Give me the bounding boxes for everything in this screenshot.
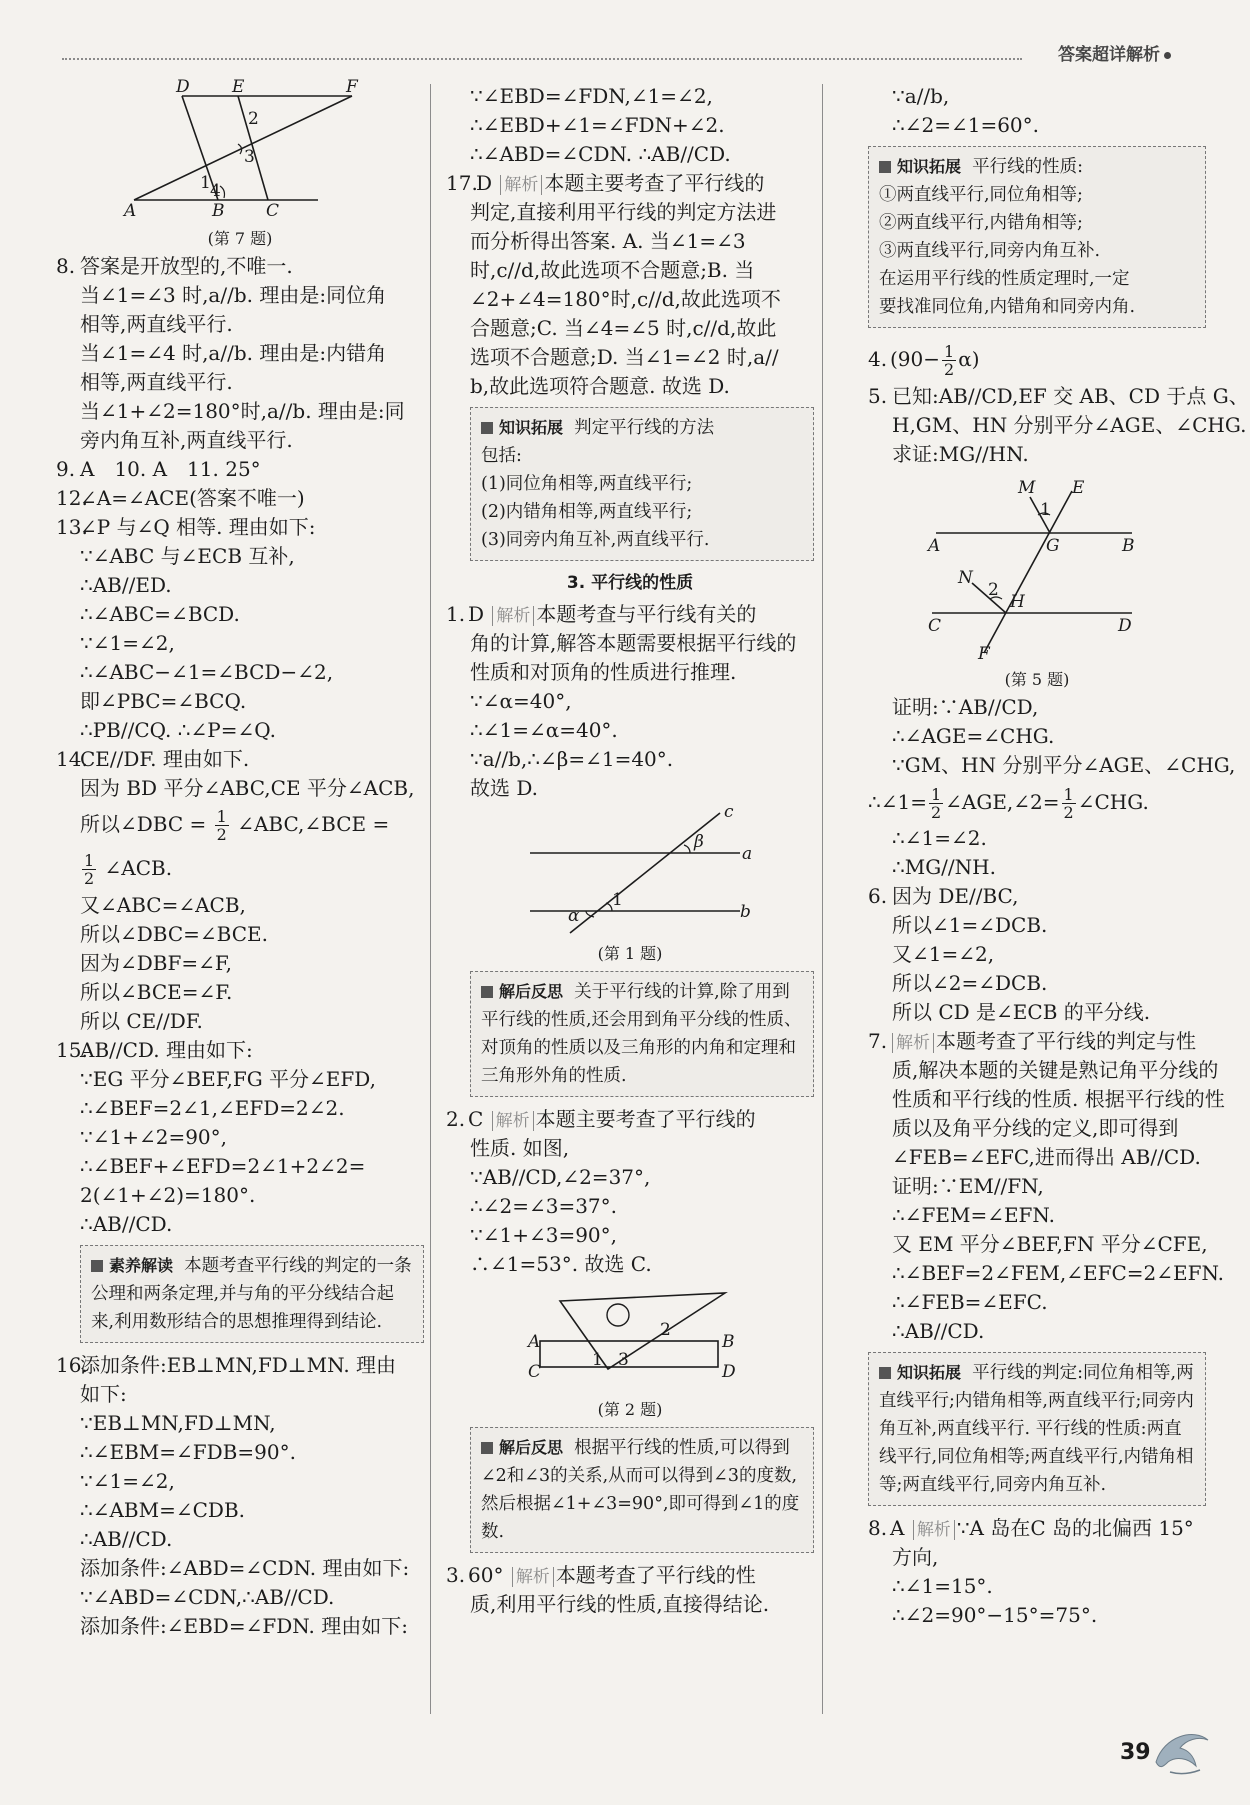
text-line: ∴∠BEF=2∠1,∠EFD=2∠2. — [80, 1096, 345, 1120]
text-line: ∵EG 平分∠BEF,FG 平分∠EFD, — [80, 1067, 376, 1091]
text-line: 即∠PBC=∠BCQ. — [80, 689, 247, 713]
text-line: 所以∠1=∠DCB. — [892, 913, 1048, 937]
text-line: ∴AB//CD. — [80, 1212, 173, 1236]
text-line: 所以∠2=∠DCB. — [892, 971, 1048, 995]
text-line: ∴PB//CQ. ∴∠P=∠Q. — [80, 718, 276, 742]
fig7-label-3: 3 — [244, 147, 255, 167]
fig7-label-2: 2 — [248, 109, 259, 129]
fig7-label-D: D — [176, 77, 190, 97]
fig5-label-D: D — [1118, 616, 1132, 636]
text-line: 角的计算,解答本题需要根据平行线的 — [470, 631, 797, 655]
fig5-label-B: B — [1122, 536, 1135, 556]
text-line: 12.∠A=∠ACE(答案不唯一) — [56, 486, 305, 510]
fig7-label-A: A — [124, 201, 137, 221]
text-line: ∴∠2=∠1=60°. — [892, 113, 1040, 137]
box-marker-icon — [481, 422, 493, 434]
text-line: ∴∠2=90°−15°=75°. — [892, 1603, 1098, 1627]
text-line: 当∠1=∠4 时,a//b. 理由是:内错角 — [80, 341, 387, 365]
text-line: ∠FEB=∠EFC,进而得出 AB//CD. — [892, 1145, 1201, 1169]
text-line: ∵∠1+∠3=90°, — [470, 1223, 618, 1247]
text-line: b,故此选项符合题意. 故选 D. — [470, 374, 730, 398]
figure-1 — [446, 802, 814, 965]
figure-7 — [56, 77, 424, 250]
text-line: ∴∠AGE=∠CHG. — [892, 724, 1055, 748]
text-line: 旁内角互补,两直线平行. — [80, 428, 293, 452]
fraction-half: $\frac{1}{2}$ — [930, 785, 942, 822]
box-line: 包括: — [481, 446, 522, 466]
text-line: 添加条件:∠ABD=∠CDN. 理由如下: — [80, 1556, 410, 1580]
text-line: 相等,两直线平行. — [80, 312, 233, 336]
figure-2-caption: (第 2 题) — [597, 1400, 663, 1419]
fig7-label-B: B — [212, 201, 225, 221]
fig1-label-1: 1 — [612, 890, 623, 910]
text-line: 16.添加条件:EB⊥MN,FD⊥MN. 理由 — [56, 1353, 397, 1377]
text-line: ∴∠BEF+∠EFD=2∠1+2∠2= — [80, 1154, 366, 1178]
answer-7: 7. 解析 本题考查了平行线的判定与性 质,解决本题的关键是熟记角平分线的 性质和平行线的性质. 根据平行线的性 质以及角平分线的定义,即可得到 ∠FEB=∠EFC,进而得出 AB//CD. 证明:∵EM//FN, ∴∠FEM=∠EFN. 又 EM 平分∠BEF,FN 平分∠CFE, ∴∠BEF=2∠FEM,∠EFC=2∠EFN. ∴∠FEB=∠EFC. ∴AB//CD. — [868, 1027, 1206, 1346]
q14-fraction-line-2: $\frac{1}{2}$ ∠ACB. — [84, 851, 173, 888]
text-line: 又 EM 平分∠BEF,FN 平分∠CFE, — [892, 1232, 1208, 1256]
text-line: ∵∠1+∠2=90°, — [80, 1125, 228, 1149]
text-line: ∴MG//NH. — [892, 855, 996, 879]
fig7-label-4: 4 — [210, 181, 221, 201]
answer-3-1: 1. D 解析 本题考查与平行线有关的 角的计算,解答本题需要根据平行线的 性质和对顶角的性质进行推理. ∵∠α=40°, ∴∠1=∠α=40°. ∵a//b,∴∠β=∠1=40°. 故选 D. — [446, 600, 814, 803]
figure-1-diagram — [510, 802, 753, 935]
answers-16 — [56, 1351, 424, 1641]
box-knowledge-extension-1: 知识拓展 判定平行线的方法 包括: (1)同位角相等,两直线平行; (2)内错角相等,两直线平行; (3)同旁内角互补,两直线平行. — [470, 407, 814, 561]
box-knowledge-extension-3: 知识拓展 平行线的判定:同位角相等,两直线平行;内错角相等,两直线平行;同旁内角互补,两直线平行. 平行线的性质:两直线平行,同位角相等;两直线平行,内错角相等;两直线平行,同旁内角互补. — [868, 1352, 1206, 1506]
text-line: 性质和平行线的性质. 根据平行线的性 — [892, 1087, 1225, 1111]
box-marker-icon — [879, 161, 891, 173]
box-reflection-2: 解后反思 根据平行线的性质,可以得到∠2和∠3的关系,从而可以得到∠3的度数,然后根据∠1+∠3=90°,即可得到∠1的度数. — [470, 1427, 814, 1553]
answers-14-15 — [56, 891, 424, 1239]
box-knowledge-extension-2: 知识拓展 平行线的性质: ①两直线平行,同位角相等; ②两直线平行,内错角相等; ③两直线平行,同旁内角互补. 在运用平行线的性质定理时,一定 要找准同位角,内错角和同旁内角. — [868, 146, 1206, 328]
text-line: 所以 CE//DF. — [80, 1009, 203, 1033]
dolphin-logo-icon — [1150, 1722, 1214, 1778]
box-line: ③两直线平行,同旁内角互补. — [879, 241, 1101, 261]
analysis-tag: 解析 — [492, 606, 534, 626]
q5-fraction-line: ∴∠1= $\frac{1}{2}$ ∠AGE,∠2= $\frac{1}{2}$ ∠CHG. — [868, 785, 1149, 822]
box-line: 要找准同位角,内错角和同旁内角. — [879, 297, 1136, 317]
column-2 — [446, 82, 814, 1619]
text-line: ∴∠1=∠α=40°. — [470, 718, 618, 742]
box-line: ②两直线平行,内错角相等; — [879, 213, 1083, 233]
text-line: ∠2+∠4=180°时,c//d,故此选项不 — [470, 287, 781, 311]
figure-5-caption: (第 5 题) — [1004, 670, 1070, 689]
header-dot — [1164, 52, 1171, 59]
fig1-label-a: a — [742, 844, 753, 864]
analysis-tag: 解析 — [492, 1111, 534, 1131]
fig1-label-c: c — [724, 802, 734, 822]
text-line: 又∠1=∠2, — [892, 942, 995, 966]
fig2-label-B: B — [722, 1332, 735, 1352]
fig5-label-1: 1 — [1040, 500, 1051, 520]
analysis-tag: 解析 — [512, 1567, 554, 1587]
figure-2-diagram — [510, 1281, 750, 1391]
text-line: ∴∠1=53°. 故选 C. — [470, 1252, 652, 1276]
answer-3-2: 2. C 解析 本题主要考查了平行线的 性质. 如图, ∵AB//CD,∠2=37°, ∴∠2=∠3=37°. ∵∠1+∠3=90°, ∴∠1=53°. 故选 C. — [446, 1105, 814, 1279]
text-line: 15.AB//CD. 理由如下: — [56, 1038, 253, 1062]
text-line: 相等,两直线平行. — [80, 370, 233, 394]
column-separator-2 — [822, 84, 823, 1714]
box-marker-icon — [91, 1260, 103, 1272]
text-line: 当∠1=∠3 时,a//b. 理由是:同位角 — [80, 283, 387, 307]
text-line: 6. 因为 DE//BC, — [868, 884, 1019, 908]
text-line: 选项不合题意;D. 当∠1=∠2 时,a// — [470, 345, 779, 369]
text-line: ∴∠EBM=∠FDB=90°. — [80, 1440, 296, 1464]
text-line: ∴∠BEF=2∠FEM,∠EFC=2∠EFN. — [892, 1261, 1225, 1285]
box-line: 在运用平行线的性质定理时,一定 — [879, 269, 1130, 289]
fig2-label-2: 2 — [660, 1320, 671, 1340]
text-line: 13.∠P 与∠Q 相等. 理由如下: — [56, 515, 316, 539]
section-title: 3. 平行线的性质 — [566, 573, 694, 593]
column-3 — [868, 82, 1249, 1630]
fraction-half: $\frac{1}{2}$ — [944, 342, 955, 379]
fig5-label-2: 2 — [988, 580, 999, 600]
box-marker-icon — [481, 986, 493, 998]
fig5-label-G: G — [1046, 536, 1060, 556]
fig7-label-C: C — [266, 201, 280, 221]
text-line: 质,利用平行线的性质,直接得结论. — [470, 1592, 770, 1616]
text-line: ∴∠1=∠2. — [892, 826, 987, 850]
fig5-label-A: A — [928, 536, 941, 556]
fraction-half: $\frac{1}{2}$ — [216, 807, 227, 844]
text-line: ∴∠EBD+∠1=∠FDN+∠2. — [470, 113, 725, 137]
figure-7-caption: (第 7 题) — [207, 229, 273, 248]
text-line: 所以∠DBC=∠BCE. — [80, 922, 269, 946]
text-line: ∵EB⊥MN,FD⊥MN, — [80, 1411, 276, 1435]
text-line: 合题意;C. 当∠4=∠5 时,c//d,故此 — [470, 316, 777, 340]
text-line: ∴∠ABC=∠BCD. — [80, 602, 240, 626]
text-line: 如下: — [80, 1382, 127, 1406]
text-line: ∴∠ABD=∠CDN. ∴AB//CD. — [470, 142, 731, 166]
text-line: ∵a//b, — [892, 84, 950, 108]
figure-5 — [868, 471, 1206, 691]
fig5-label-E: E — [1072, 478, 1085, 498]
box-line: (3)同旁内角互补,两直线平行. — [481, 530, 710, 550]
box-line: (2)内错角相等,两直线平行; — [481, 502, 693, 522]
text-line: 9. A 10. A 11. 25° — [56, 457, 261, 481]
text-line: H,GM、HN 分别平分∠AGE、∠CHG. — [892, 413, 1247, 437]
text-line: ∵∠1=∠2, — [80, 1469, 175, 1493]
text-line: 证明:∵EM//FN, — [892, 1174, 1044, 1198]
answer-8: 8. A 解析 ∵A 岛在C 岛的北偏西 15° 方向, ∴∠1=15°. ∴∠2=90°−15°=75°. — [868, 1514, 1206, 1630]
box-reflection-1: 解后反思 关于平行线的计算,除了用到平行线的性质,还会用到角平分线的性质、对顶角的性质以及三角形的内角和定理和三角形外角的性质. — [470, 971, 814, 1097]
text-line: ∴∠ABM=∠CDB. — [80, 1498, 246, 1522]
figure-5-diagram — [922, 471, 1152, 664]
text-line: ∴∠ABC−∠1=∠BCD−∠2, — [80, 660, 334, 684]
box-marker-icon — [481, 1442, 493, 1454]
box-marker-icon — [879, 1367, 891, 1379]
box-line: (1)同位角相等,两直线平行; — [481, 474, 693, 494]
fig7-label-E: E — [232, 77, 245, 97]
fig5-label-N: N — [958, 568, 973, 588]
text-line: ∴∠FEM=∠EFN. — [892, 1203, 1056, 1227]
text-line: 添加条件:∠EBD=∠FDN. 理由如下: — [80, 1614, 408, 1638]
fraction-half: $\frac{1}{2}$ — [84, 851, 95, 888]
text-line: 性质. 如图, — [470, 1136, 570, 1160]
text-line: 求证:MG//HN. — [892, 442, 1029, 466]
text-line: 因为 BD 平分∠ABC,CE 平分∠ACB, — [80, 776, 415, 800]
fig2-label-3: 3 — [618, 1350, 629, 1370]
analysis-tag: 解析 — [892, 1033, 934, 1053]
fig7-label-F: F — [346, 77, 358, 97]
text-line: ∵GM、HN 分别平分∠AGE、∠CHG, — [892, 753, 1236, 777]
text-line: 判定,直接利用平行线的判定方法进 — [470, 200, 777, 224]
text-line: 而分析得出答案. A. 当∠1=∠3 — [470, 229, 746, 253]
column-separator-1 — [430, 84, 431, 1714]
text-line: 8. 答案是开放型的,不唯一. — [56, 254, 293, 278]
box-line: ①两直线平行,同位角相等; — [879, 185, 1083, 205]
fig2-label-D: D — [722, 1362, 736, 1382]
figure-1-caption: (第 1 题) — [597, 944, 663, 963]
fig5-label-H: H — [1010, 592, 1025, 612]
answer-5 — [868, 382, 1249, 469]
fig5-label-M: M — [1018, 478, 1036, 498]
q14-fraction-line-1: 所以∠DBC = $\frac{1}{2}$ ∠ABC,∠BCE = — [80, 807, 390, 844]
text-line: ∵∠α=40°, — [470, 689, 572, 713]
answer-4: 4. (90− $\frac{1}{2}$ α) — [868, 342, 980, 379]
text-line: ∴AB//CD. — [80, 1527, 173, 1551]
text-line: 时,c//d,故此选项不合题意;B. 当 — [470, 258, 755, 282]
text-line: 所以∠BCE=∠F. — [80, 980, 233, 1004]
text-line: 性质和对顶角的性质进行推理. — [470, 660, 737, 684]
text-line: ∴∠1=15°. — [892, 1574, 993, 1598]
text-line: 所以 CD 是∠ECB 的平分线. — [892, 1000, 1151, 1024]
header-title: 答案超详解析 — [1058, 40, 1171, 65]
fig1-label-beta: β — [694, 832, 704, 852]
text-line: 14.CE//DF. 理由如下. — [56, 747, 250, 771]
text-line: ∵∠1=∠2, — [80, 631, 175, 655]
fraction-half: $\frac{1}{2}$ — [1063, 785, 1074, 822]
analysis-tag: 解析 — [913, 1520, 955, 1540]
text-line: 5. 已知:AB//CD,EF 交 AB、CD 于点 G、 — [868, 384, 1249, 408]
fig1-label-alpha: α — [568, 906, 580, 926]
header-rule — [62, 58, 1022, 60]
fig2-label-1: 1 — [592, 1350, 603, 1370]
answer-3-cont — [868, 82, 1206, 140]
answer-5-6 — [868, 824, 1206, 1027]
answer-16-cont — [446, 82, 814, 169]
fig5-label-C: C — [928, 616, 942, 636]
figure-2 — [446, 1281, 814, 1421]
text-line: ∵∠ABC 与∠ECB 互补, — [80, 544, 295, 568]
text-line: ∴∠2=∠3=37°. — [470, 1194, 618, 1218]
text-line: 当∠1+∠2=180°时,a//b. 理由是:同 — [80, 399, 405, 423]
box-literacy-reading: 素养解读 本题考查平行线的判定的一条公理和两条定理,并与角的平分线结合起来,利用数形结合的思想推理得到结论. — [80, 1245, 424, 1343]
text-line: ∵∠ABD=∠CDN,∴AB//CD. — [80, 1585, 335, 1609]
text-line: ∵a//b,∴∠β=∠1=40°. — [470, 747, 674, 771]
text-line: 又∠ABC=∠ACB, — [80, 893, 246, 917]
text-line: 因为∠DBF=∠F, — [80, 951, 233, 975]
column-1 — [56, 77, 424, 1641]
text-line: ∴AB//ED. — [80, 573, 172, 597]
figure-7-diagram — [120, 77, 360, 221]
answers-8-14 — [56, 252, 424, 803]
text-line: ∵∠EBD=∠FDN,∠1=∠2, — [470, 84, 713, 108]
answer-17: 17.D 解析 本题主要考查了平行线的 判定,直接利用平行线的判定方法进 而分析得出答案. A. 当∠1=∠3 时,c//d,故此选项不合题意;B. 当 ∠2+∠4=180°时,c//d,故此选项不 合题意;C. 当∠4=∠5 时,c//d,故此 选项不合题意;D. 当∠1=∠2 时,a// b,故此选项符合题意. 故选 D. — [446, 169, 814, 401]
text-line: 质,解决本题的关键是熟记角平分线的 — [892, 1058, 1219, 1082]
text-line: 故选 D. — [470, 776, 539, 800]
text-line: ∴∠FEB=∠EFC. — [892, 1290, 1048, 1314]
fig2-label-A: A — [528, 1332, 541, 1352]
text-line: 质以及角平分线的定义,即可得到 — [892, 1116, 1179, 1140]
fig2-label-C: C — [528, 1362, 542, 1382]
analysis-tag: 解析 — [500, 175, 542, 195]
text-line: 方向, — [892, 1545, 939, 1569]
text-line: ∵AB//CD,∠2=37°, — [470, 1165, 651, 1189]
fig1-label-b: b — [740, 902, 751, 922]
text-line: ∴AB//CD. — [892, 1319, 985, 1343]
text-line: 证明:∵AB//CD, — [892, 695, 1039, 719]
page-number: 39 — [1120, 1740, 1151, 1765]
answer-5-proof — [868, 693, 1236, 780]
fig5-label-F: F — [978, 644, 990, 664]
fig7-label-1: 1 — [200, 173, 211, 193]
answer-3-3: 3. 60° 解析 本题考查了平行线的性 质,利用平行线的性质,直接得结论. — [446, 1561, 814, 1619]
text-line: 2(∠1+∠2)=180°. — [80, 1183, 256, 1207]
